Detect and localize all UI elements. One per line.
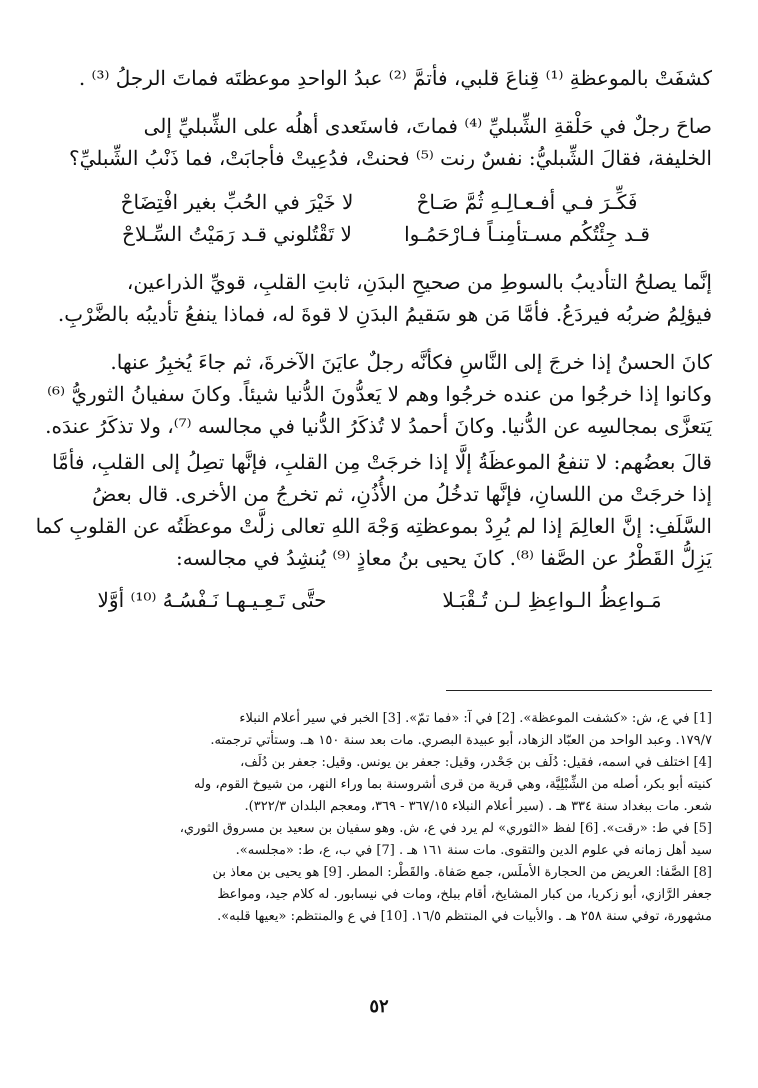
paragraph (45, 346, 712, 442)
footnote-line: [5] في ط: «رقت». [6] لفظ «الثوري» لم يرد في ع، ش. وهو سفيان بن سعيد بن مسروق الثوري، (179, 821, 712, 836)
text-line: إنَّما يصلحُ التأديبُ بالسوطِ من صحيحِ البدَنِ، ثابتِ القلبِ، قويِّ الذراعين، (126, 270, 712, 294)
text-line: فيؤلِمُ ضربُه فيردَعُ. فأمَّا مَن هو سَقيمُ البدَنِ لا قوةَ له، فماذا ينفعُ تأديبُه بالضَّرْبِ. (57, 302, 712, 326)
text-line: وكانوا إذا خرجُوا من عنده خرجُوا وهم لا يَعدُّونَ الدُّنيا شيئاً. وكانَ سفيانُ الثوريُّ ⁽⁶⁾ (47, 382, 712, 406)
text-line: السَّلَفِ: إنَّ العالِمَ إذا لم يُرِدْ بموعظتِه وَجْهَ اللهِ تعالى زلَّتْ موعظَتُه عن القلوبِ كما (35, 514, 712, 538)
poem-verses (92, 186, 672, 250)
text-line: يَتعزَّى بمجالسِه عن الدُّنيا. وكانَ أحمدُ لا تُذكَرُ الدُّنيا في مجالسه ⁽⁷⁾، ولا تذكَرُ عندَه. (45, 414, 712, 438)
paragraph (52, 266, 712, 330)
text-line: يَزِلُّ القَطْرُ عن الصَّفا ⁽⁸⁾. كانَ يحيى بنُ معاذٍ ⁽⁹⁾ يُنشِدُ في مجالسه: (176, 546, 712, 570)
paragraph (52, 110, 712, 174)
text-line: الخليفة، فقالَ الشِّبليُّ: نفسٌ رنت ⁽⁵⁾ فحنتْ، فدُعِيتْ فأجابَتْ، فما ذَنْبُ الشِّبليِّ؟ (68, 146, 712, 170)
text-line: كشفَتْ بالموعظةِ ⁽¹⁾ قِناعَ قلبي، فأتمَّ ⁽²⁾ عبدُ الواحدِ موعظتَه فماتَ الرجلُ ⁽³⁾ . (78, 66, 712, 90)
paragraph (52, 62, 712, 94)
text-line: إذا خرجَتْ من اللسانِ، فإنَّها تدخُلُ من الأُذُنِ، ثم تخرجُ من الأخرى. قال بعضُ (92, 482, 712, 506)
poem-verses (62, 584, 702, 616)
footnote-line: شعر. مات ببغداد سنة ٣٣٤ هـ . (سير أعلام النبلاء ٣٦٧/١٥ - ٣٦٩، ومعجم البلدان ٣٢٢/٣). (244, 799, 712, 814)
footnote-line: جعفر الرَّازي، أبو زكريا، من كبار المشايخ، أقام ببلخ، ومات في نيسابور. له كلام جيد، ومواعظ (217, 887, 712, 902)
footnote-line: [4] اختلف في اسمه، فقيل: دُلَف بن جَحْدر، وقيل: جعفر بن يونس. وقيل: جعفر بن دُلَف، (240, 755, 712, 770)
verse-second-hemistich: لا تَقْتُلوني قـد رَمَيْتُ السِّـلاحْ (122, 222, 352, 246)
verse-first-hemistich: قـد جِئْتُكُم مسـتأمِنـاً فـارْحَمُـوا (404, 222, 650, 246)
footnote-line: ١٧٩/٧. وعبد الواحد من العبّاد الزهاد، أبو عبيدة البصري. مات بعد سنة ١٥٠ هـ. وستأتي ترجمته. (210, 733, 712, 748)
text-line: قالَ بعضُهم: لا تنفعُ الموعظَةُ إلَّا إذا خرجَتْ مِن القلبِ، فإنَّها تصِلُ إلى القلبِ، فأمَّا (51, 450, 712, 474)
verse-second-hemistich: لا خَيْرَ في الحُبِّ بغير افْتِضَاحْ (120, 190, 354, 214)
footnote-line: [8] الصَّفا: العريض من الحجارة الأملَس، جمع صَفاة. والقَطْر: المطر. [9] هو يحيى بن معاذ بن (212, 865, 712, 880)
footnote-line: سيد أهل زمانه في علوم الدين والتقوى. مات سنة ١٦١ هـ . [7] في ب، ع، ط: «مجلسه». (235, 843, 712, 858)
text-line: كانَ الحسنُ إذا خرجَ إلى النَّاسِ فكأنَّه رجلٌ عايَنَ الآخرةَ، ثم جاءَ يُخبِرُ عنها. (110, 350, 712, 374)
verse-line (62, 584, 702, 616)
footnote-line: كنيته أبو بكر، أصله من الشِّبْلِيَّة، وهي قرية من قرى أشروسنة بما وراء النهر، من شيوخ القوم، وله (194, 777, 712, 792)
page-number: ٥٢ (369, 996, 389, 1017)
footnote-separator (446, 690, 712, 691)
verse-line (92, 186, 672, 218)
verse-first-hemistich: مَـواعِظُ الـواعِظِ لـن تُـقْبَـلا (442, 588, 662, 612)
footnotes (52, 708, 712, 928)
text-line: صاحَ رجلٌ في حَلْقةِ الشِّبليِّ ⁽⁴⁾ فماتَ، فاستَعدى أهلُه على الشِّبليِّ إلى (143, 114, 712, 138)
paragraph (35, 446, 712, 574)
footnote-line: مشهورة، توفي سنة ٢٥٨ هـ . والأبيات في المنتظم ١٦/٥. [10] في ع والمنتظم: «يعيها قلبه». (217, 909, 712, 924)
verse-second-hemistich: حتَّى تَـعِـيـهـا نَـفْسُـهُ ⁽¹⁰⁾ أوَّلا (97, 588, 327, 612)
footnote-line: [1] في ع، ش: «كشفت الموعظة». [2] في آ: «فما تمّ». [3] الخبر في سير أعلام النبلاء (239, 711, 712, 726)
verse-line (92, 218, 672, 250)
verse-first-hemistich: فَكِّـرَ فـي أفـعـالِـهِ ثُمَّ صَـاحْ (416, 190, 638, 214)
